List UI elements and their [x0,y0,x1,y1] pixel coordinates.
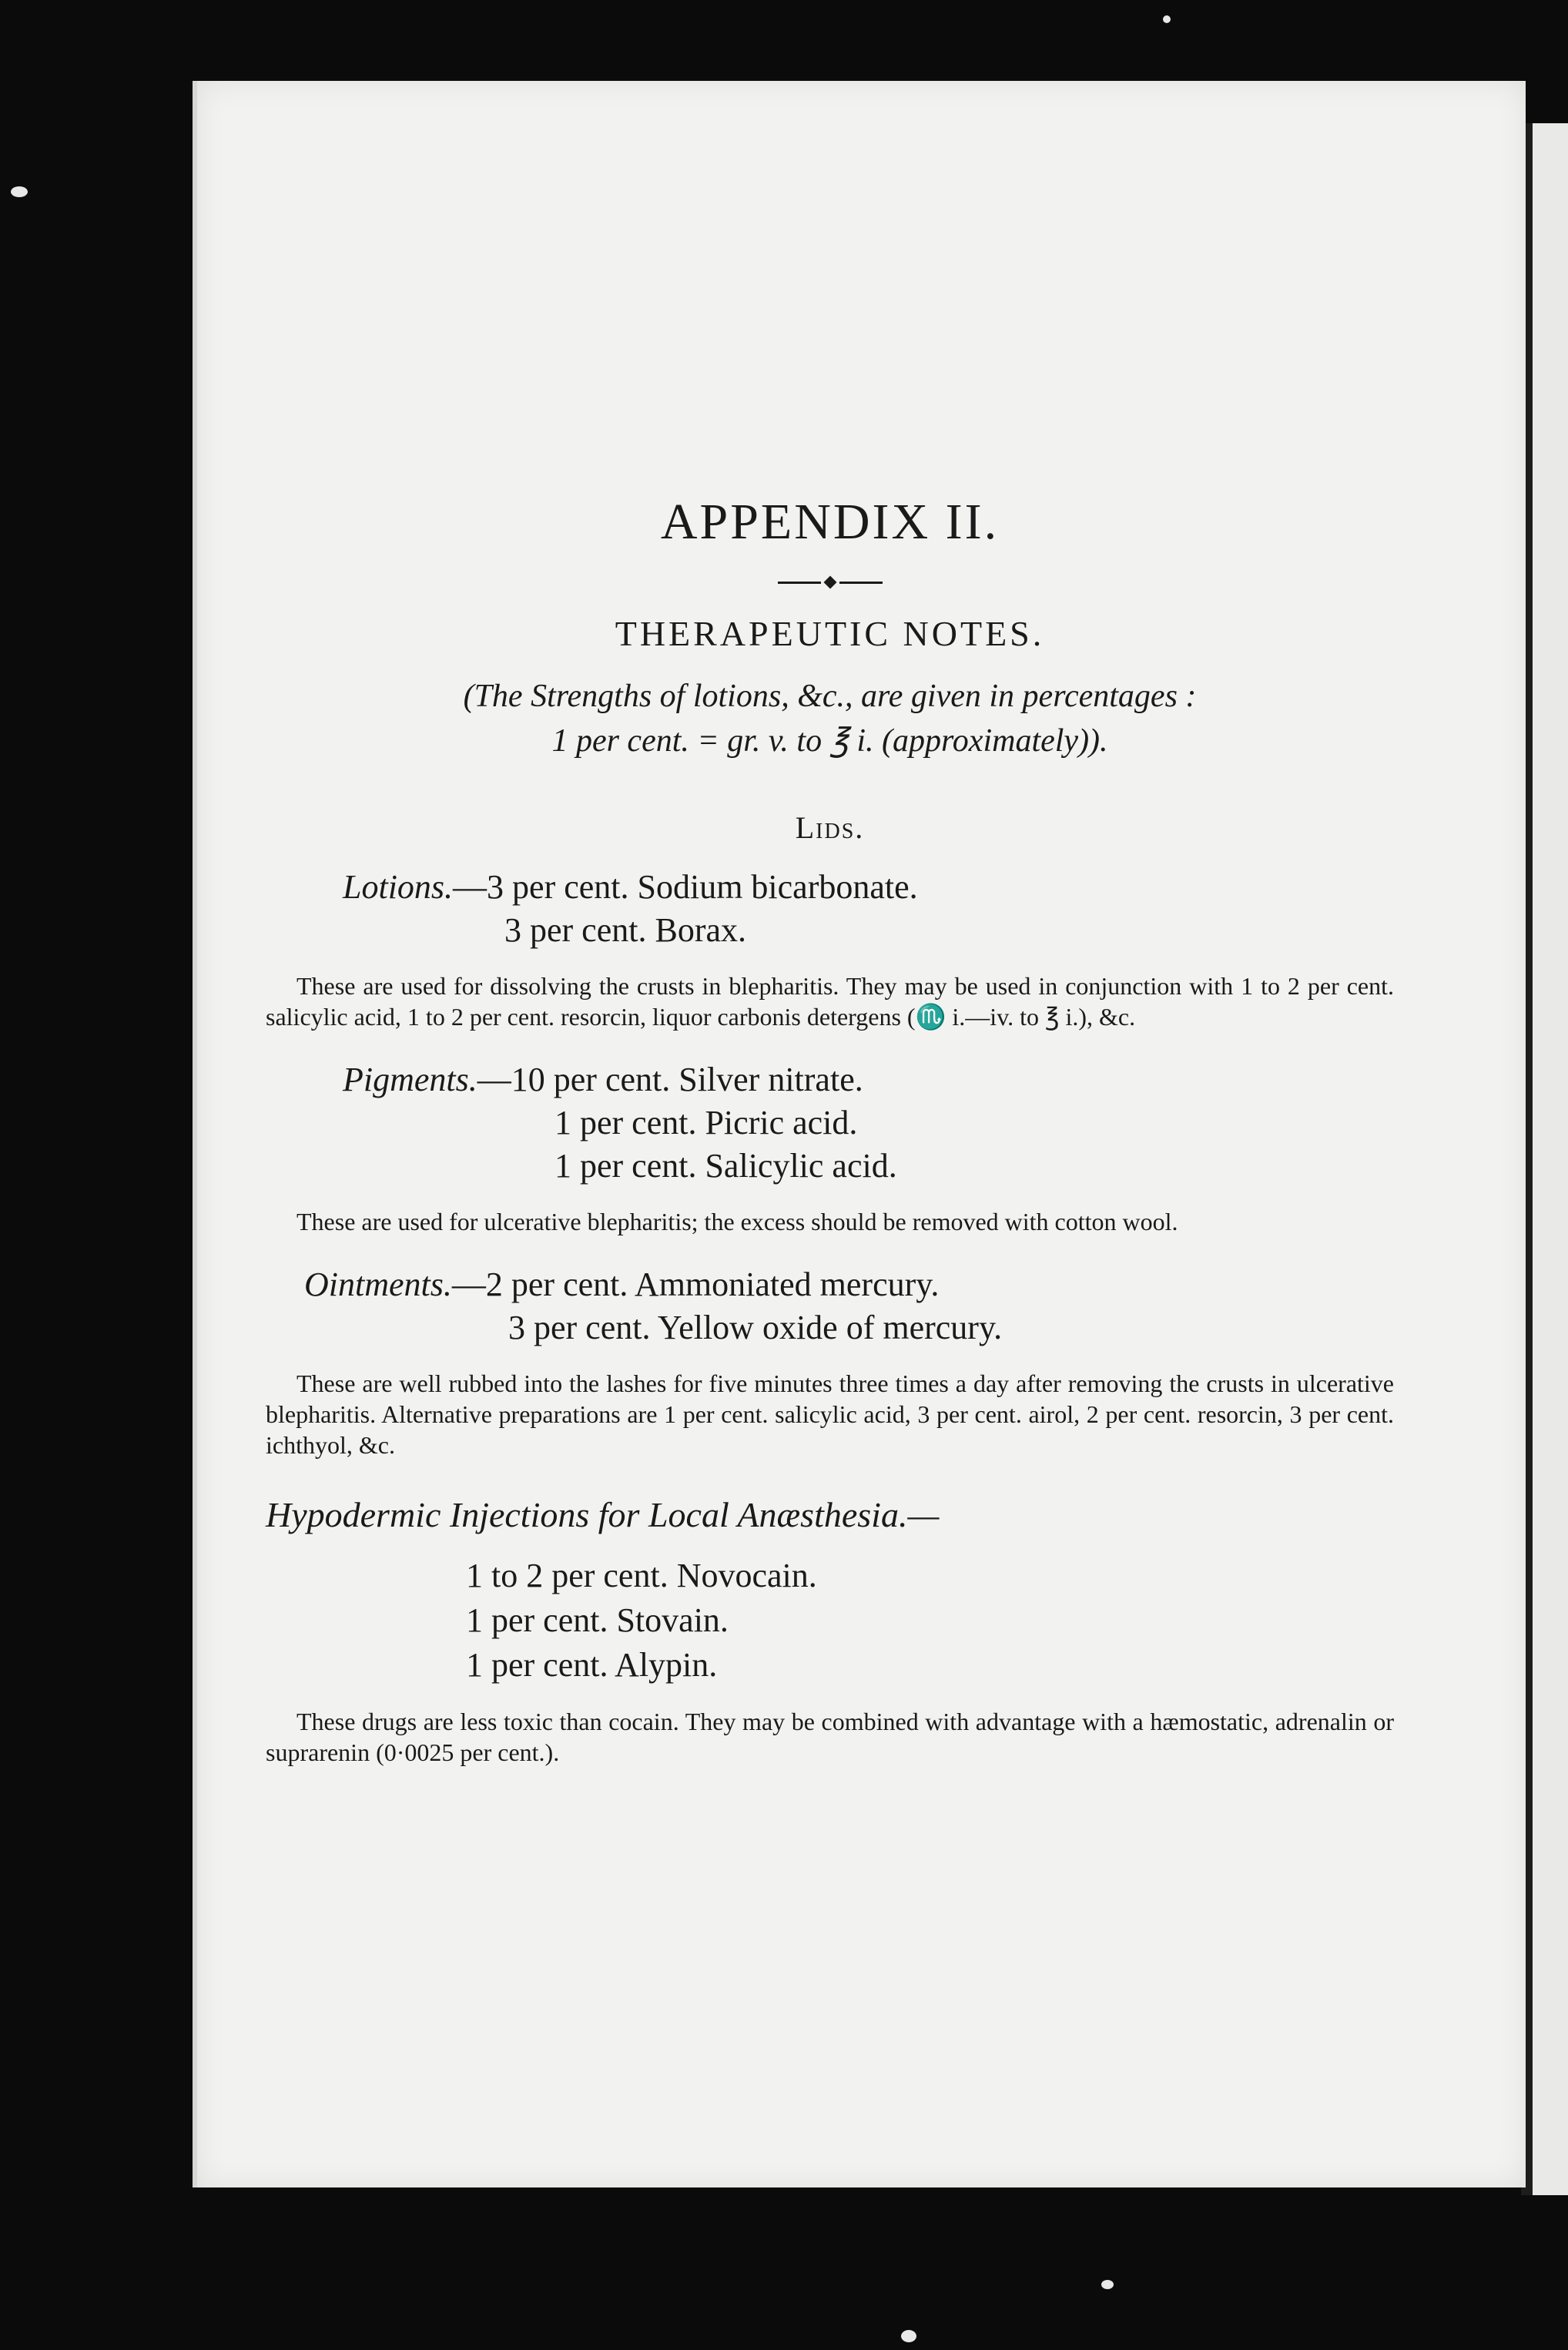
hypodermic-heading: Hypodermic Injections for Local Anæsthesia.— [266,1495,940,1534]
adjacent-page-strip [1533,123,1568,2195]
pigments-item-2: 1 per cent. Picric acid. [554,1104,858,1141]
page-content [266,493,1394,1794]
ornament-rule-right [839,582,883,584]
strengths-note-line-1: (The Strengths of lotions, &c., are given in percentages : [463,679,1197,714]
strengths-note-line-2: 1 per cent. = gr. v. to ℥ i. (approximately)). [551,723,1108,759]
ornament-rule-left [778,582,821,584]
section-title: THERAPEUTIC NOTES. [615,614,1045,653]
lotions-item-1: —3 per cent. Sodium bicarbonate. [453,868,918,906]
hypodermic-item-1: 1 to 2 per cent. Novocain. [466,1557,817,1594]
scan-speck [1101,2280,1114,2289]
ointments-first-line [304,1263,1394,1306]
pigments-item-1: —10 per cent. Silver nitrate. [477,1061,863,1098]
ointments-block [304,1263,1394,1349]
ointments-note: These are well rubbed into the lashes for five minutes three times a day after removing the crusts in ulcerative blepharitis. Alternative preparations are 1 per cent. salicylic acid, 3 per cent. airol, 2 per cent. resorcin, 3 per cent. ichthyol, &c. [266,1369,1394,1459]
pigments-item-3: 1 per cent. Salicylic acid. [554,1147,897,1185]
strengths-note [266,674,1394,763]
hypodermic-list [466,1554,1394,1688]
pigments-block [343,1058,1394,1188]
scan-speck [1163,15,1171,23]
lotions-note: These are used for dissolving the crusts in blepharitis. They may be used in conjunction with 1 to 2 per cent. salicylic acid, 1 to 2 per cent. resorcin, liquor carbonis detergens (♏ i.—iv. to ℥ i.), &c. [266,972,1394,1031]
ointments-item-2: 3 per cent. Yellow oxide of mercury. [508,1309,1003,1346]
ornament-diamond-icon [823,576,836,589]
scan-speck [901,2330,916,2342]
appendix-title: APPENDIX II. [660,494,1000,550]
pigments-first-line [343,1058,1394,1101]
pigments-note: These are used for ulcerative blepharitis; the excess should be removed with cotton wool. [297,1208,1178,1235]
hypodermic-item-2: 1 per cent. Stovain. [466,1601,729,1639]
lotions-first-line [343,866,1394,909]
lotions-item-2: 3 per cent. Borax. [504,911,746,949]
hypodermic-item-3: 1 per cent. Alypin. [466,1646,718,1684]
ointments-label: Ointments. [304,1266,452,1303]
lotions-label: Lotions. [343,868,454,906]
ointments-item-1: —2 per cent. Ammoniated mercury. [451,1266,940,1303]
scan-speck [11,186,28,197]
hypodermic-note: These drugs are less toxic than cocain. They may be combined with advantage with a hæmostatic, adrenalin or suprarenin (0·0025 per cent.). [266,1708,1394,1766]
pigments-label: Pigments. [343,1061,477,1098]
lids-heading: Lids. [795,810,865,845]
ornament-divider [266,567,1394,598]
lotions-block [343,866,1394,952]
